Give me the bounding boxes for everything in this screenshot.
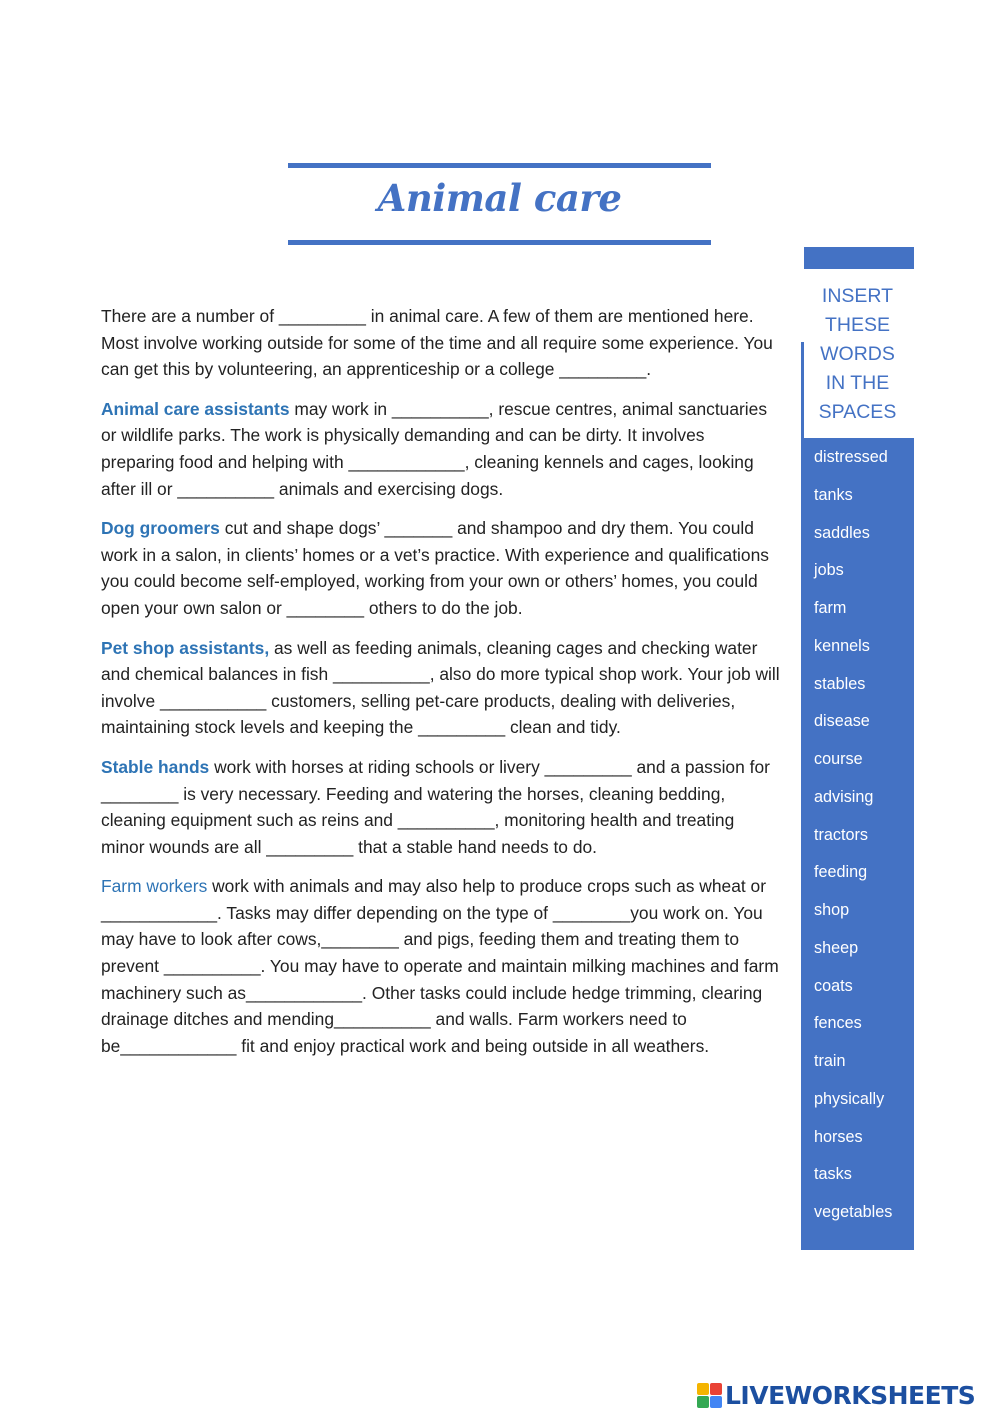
word-bank-item: shop xyxy=(814,901,850,919)
paragraph-farm-workers xyxy=(101,873,781,1059)
paragraph-animal-care-assistants xyxy=(101,396,781,502)
word-bank-header xyxy=(801,282,914,427)
paragraph-intro xyxy=(101,303,781,383)
paragraph-heading: Dog groomers xyxy=(101,518,220,539)
page-title: Animal care xyxy=(377,176,622,220)
paragraph-heading: Farm workers xyxy=(101,876,208,897)
word-bank-list xyxy=(801,438,914,1235)
word-bank-item: physically xyxy=(814,1089,885,1108)
logo-square xyxy=(697,1383,709,1395)
word-bank-item: sheep xyxy=(814,938,859,957)
logo-text: LIVEWORKSHEETS xyxy=(725,1380,976,1410)
paragraph-heading: Animal care assistants xyxy=(101,398,290,419)
word-bank-header-line: INSERT xyxy=(821,285,894,307)
word-bank-item: stables xyxy=(814,674,866,693)
word-bank-item: tractors xyxy=(814,825,868,844)
word-bank-item: saddles xyxy=(814,523,870,542)
word-bank-header-line: IN THE xyxy=(825,372,890,394)
paragraph-heading: Stable hands xyxy=(101,756,210,777)
logo-square xyxy=(697,1396,709,1408)
logo-square xyxy=(710,1396,722,1408)
word-bank-item: distressed xyxy=(814,448,888,466)
title-rule-top xyxy=(288,163,711,168)
paragraph-text: cut and shape dogs’ _______ and shampoo and dry them. You could work in a salon, in clients’ homes or a vet’s practice. With experience and qualifications you could become self-employed, working from your own or others’ homes, you could open your own salon or ________ others to do the job. xyxy=(101,518,769,618)
word-bank-item: advising xyxy=(814,787,874,806)
word-bank-item: horses xyxy=(814,1127,863,1146)
word-bank-item: feeding xyxy=(814,863,868,882)
paragraph-pet-shop-assistants xyxy=(101,635,781,741)
logo-mark-icon xyxy=(697,1383,722,1408)
paragraph-text: There are a number of _________ in animal care. A few of them are mentioned here. Most involve working outside for some of the time and all require some experience. You can get this by volunteering, an apprenticeship or a college _________. xyxy=(101,306,773,380)
word-bank-header-line: SPACES xyxy=(818,401,897,423)
paragraph-stable-hands xyxy=(101,754,781,860)
paragraph-text: work with horses at riding schools or livery _________ and a passion for ________ is very necessary. Feeding and watering the horses, cleaning bedding, cleaning equipment such as reins and __________, monitoring health and treating minor wounds are all _________ that a stable hand needs to do. xyxy=(101,756,770,857)
word-bank-item: vegetables xyxy=(814,1203,893,1221)
title-rule-bottom xyxy=(288,240,711,245)
paragraph-dog-groomers xyxy=(101,515,781,621)
word-bank-item: coats xyxy=(814,976,853,995)
word-bank-item: fences xyxy=(814,1014,862,1033)
word-bank-item: tasks xyxy=(814,1165,852,1184)
worksheet-body xyxy=(101,303,781,1072)
paragraph-heading: Pet shop assistants, xyxy=(101,637,270,658)
logo-square xyxy=(710,1383,722,1395)
liveworksheets-logo xyxy=(697,1379,975,1411)
word-bank-item: kennels xyxy=(814,636,870,655)
word-bank-item: disease xyxy=(814,712,870,731)
paragraph-text: work with animals and may also help to produce crops such as wheat or ____________. Tasks may differ depending on the type of ________you work on. You may have to look after cows,________ and pigs, feeding them and treating them to prevent __________. You may have to operate and maintain milking machines and farm machinery such as____________. Other tasks could include hedge trimming, clearing drainage ditches and mending__________ and walls. Farm workers need to be____________ fit and enjoy practical work and being outside in all weathers. xyxy=(101,876,779,1056)
word-bank-item: course xyxy=(814,750,863,768)
word-bank-header-line: THESE xyxy=(824,314,890,336)
word-bank-item: jobs xyxy=(814,561,844,580)
word-bank-item: tanks xyxy=(814,485,853,504)
word-bank-panel xyxy=(801,438,914,1250)
word-bank-header-line: WORDS xyxy=(820,343,895,365)
word-bank-item: train xyxy=(814,1052,846,1070)
sidebar-tab xyxy=(804,247,914,269)
paragraph-text: may work in __________, rescue centres, animal sanctuaries or wildlife parks. The work is physically demanding and can be dirty. It involves preparing food and helping with ____________, cleaning kennels and cages, looking after ill or __________ animals and exercising dogs. xyxy=(101,398,768,499)
word-bank-item: farm xyxy=(814,599,847,617)
sidebar-accent-line xyxy=(801,342,804,438)
paragraph-text: as well as feeding animals, cleaning cages and checking water and chemical balances in fish __________, also do more typical shop work. Your job will involve ___________ customers, selling pet-care products, dealing with deliveries, maintaining stock levels and keeping the _________ clean and tidy. xyxy=(101,637,780,738)
